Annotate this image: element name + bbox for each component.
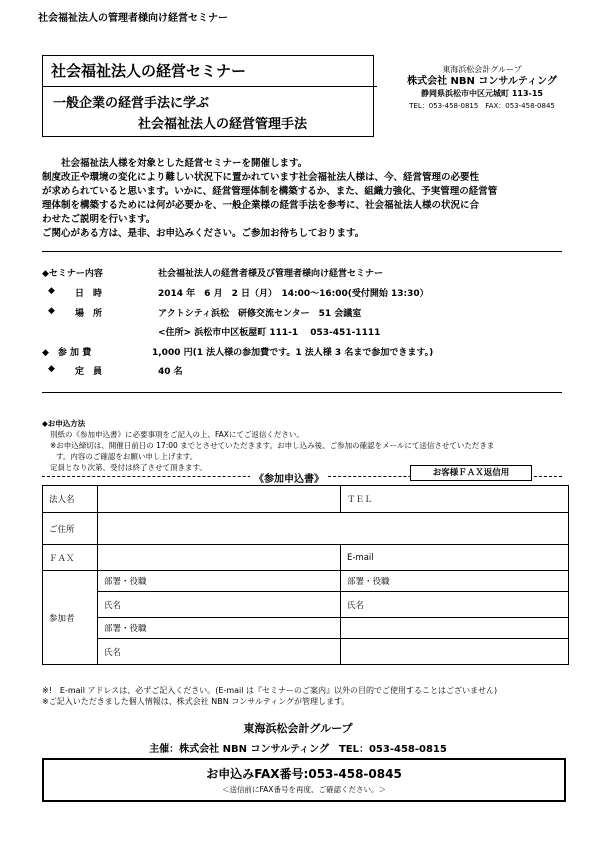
name-label: 氏名 <box>104 647 122 658</box>
corp-name-field[interactable] <box>98 486 341 513</box>
apply-line: 別紙の《参加申込書》に必要事項をご記入の上、FAXにてご返信ください。 <box>50 430 304 439</box>
form-title: 《参加申込書》 <box>250 470 328 485</box>
content-value: 社会福祉法人の経営者様及び管理者様向け経営セミナー <box>158 269 384 279</box>
date-label: 日 時 <box>75 289 103 299</box>
attendee-label: 参加者 <box>43 571 98 665</box>
fax-reply-label: お客様ＦＡＸ返信用 <box>410 465 532 481</box>
date-value: 2014 年 6 月 2 日（月） 14:00～16:00(受付開始 13:30） <box>158 289 429 299</box>
capacity-value: 40 名 <box>158 367 183 377</box>
tel-label: ＴＥＬ <box>341 486 384 513</box>
apply-line: 定員となり次第、受付は終了させて頂きます。 <box>50 463 207 472</box>
footer-sponsor: 主催：株式会社 NBN コンサルティング TEL：053-458-0815 <box>149 744 447 755</box>
date-mark: ◆ <box>48 286 55 296</box>
page-header: 社会福祉法人の管理者様向け経営セミナー <box>38 13 228 24</box>
fax-field[interactable] <box>98 545 341 571</box>
subtitle-2: 社会福祉法人の経営管理手法 <box>138 117 308 132</box>
application-form <box>42 485 569 665</box>
fee-value: 1,000 円(1 法人様の参加費です。1 法人様 3 名まで参加できます。) <box>152 348 434 358</box>
dept-field-4[interactable] <box>341 618 569 639</box>
intro-text <box>42 157 562 241</box>
capacity-label: 定 員 <box>75 367 103 377</box>
fax-number: お申込みFAX番号:053-458-0845 <box>206 767 402 781</box>
notes <box>42 685 497 707</box>
name-label: 氏名 <box>104 600 122 611</box>
divider <box>42 392 562 393</box>
name-field-3[interactable] <box>98 639 341 665</box>
divider <box>42 251 562 252</box>
name-field-1[interactable] <box>98 592 341 618</box>
address-label: ご住所 <box>43 513 98 545</box>
apply-line: ※お申込締切は、開催日前日の 17:00 までとさせていただきます。お申し込み後、ご参加の確認をメールにて送信させていただきま <box>50 441 495 450</box>
name-field-4[interactable] <box>341 639 569 665</box>
fax-number-box <box>42 758 566 802</box>
note-line: ※! E-mail アドレスは、必ずご記入ください。(E-mail は『セミナーのご案内』以外の目的でご使用することはございません) <box>42 686 498 695</box>
intro-line: ご関心がある方は、是非、お申込みください。ご参加お待ちしております。 <box>42 228 365 239</box>
place-value: アクトシティ浜松 研修交流センター 51 会議室 <box>158 309 362 319</box>
note-line: ※ご記入いただきました個人情報は、株式会社 NBN コンサルティングが管理します。 <box>42 697 350 706</box>
dept-field-2[interactable] <box>341 571 569 592</box>
intro-line: 制度改正や環境の変化により難しい状況下に置かれています社会福祉法人様は、今、経営管理の必要性 <box>42 172 480 183</box>
place-label: 場 所 <box>75 309 103 319</box>
dept-label: 部署・役職 <box>104 577 147 587</box>
tel-field[interactable] <box>383 486 569 513</box>
dept-label: 部署・役職 <box>104 624 147 634</box>
company-tel-fax: TEL：053-458-0815 FAX：053-458-0845 <box>409 102 555 110</box>
name-label: 氏名 <box>347 600 365 611</box>
dept-label: 部署・役職 <box>347 577 390 587</box>
company-address: 静岡県浜松市中区元城町 113-15 <box>421 89 543 98</box>
page-title: 社会福祉法人の経営セミナー <box>43 56 377 87</box>
corp-label: 法人名 <box>43 486 98 513</box>
email-field[interactable] <box>341 545 569 571</box>
company-group: 東海浜松会計グループ <box>442 65 522 74</box>
intro-line: が求められていると思います。いかに、経営管理体制を構築するか、また、組織力強化、予実管理の経営管 <box>42 186 498 197</box>
company-name: 株式会社 NBN コンサルティング <box>407 76 557 87</box>
email-label: E-mail <box>347 552 374 563</box>
place-mark: ◆ <box>48 306 55 316</box>
intro-line: わせたご説明を行います。 <box>42 214 156 225</box>
fax-label: ＦＡＸ <box>43 545 98 571</box>
apply-heading: ◆お申込方法 <box>42 419 86 428</box>
subtitle-1: 一般企業の経営手法に学ぶ <box>53 96 210 111</box>
place-address: <住所> 浜松市中区板屋町 111-1 053-451-1111 <box>158 328 381 338</box>
dept-field-3[interactable] <box>98 618 341 639</box>
title-box <box>42 55 374 137</box>
intro-line: 理体制を構築するためには何が必要かを、一般企業様の経営手法を参考に、社会福祉法人様の状況に合 <box>42 200 480 211</box>
fee-label: ◆ 参 加 費 <box>42 348 92 358</box>
company-info <box>382 64 582 112</box>
name-field-2[interactable] <box>341 592 569 618</box>
apply-line: す。内容のご確認をお願い申し上げます。 <box>56 452 198 461</box>
fax-note: ＜送信前にFAX番号を再度、ご確認ください。＞ <box>222 785 386 794</box>
dept-field-1[interactable] <box>98 571 341 592</box>
address-field[interactable] <box>98 513 569 545</box>
content-label: ◆セミナー内容 <box>42 269 103 279</box>
footer-group: 東海浜松会計グループ <box>243 722 353 735</box>
intro-line: 社会福祉法人様を対象とした経営セミナーを開催します。 <box>42 158 308 169</box>
capacity-mark: ◆ <box>48 364 55 374</box>
